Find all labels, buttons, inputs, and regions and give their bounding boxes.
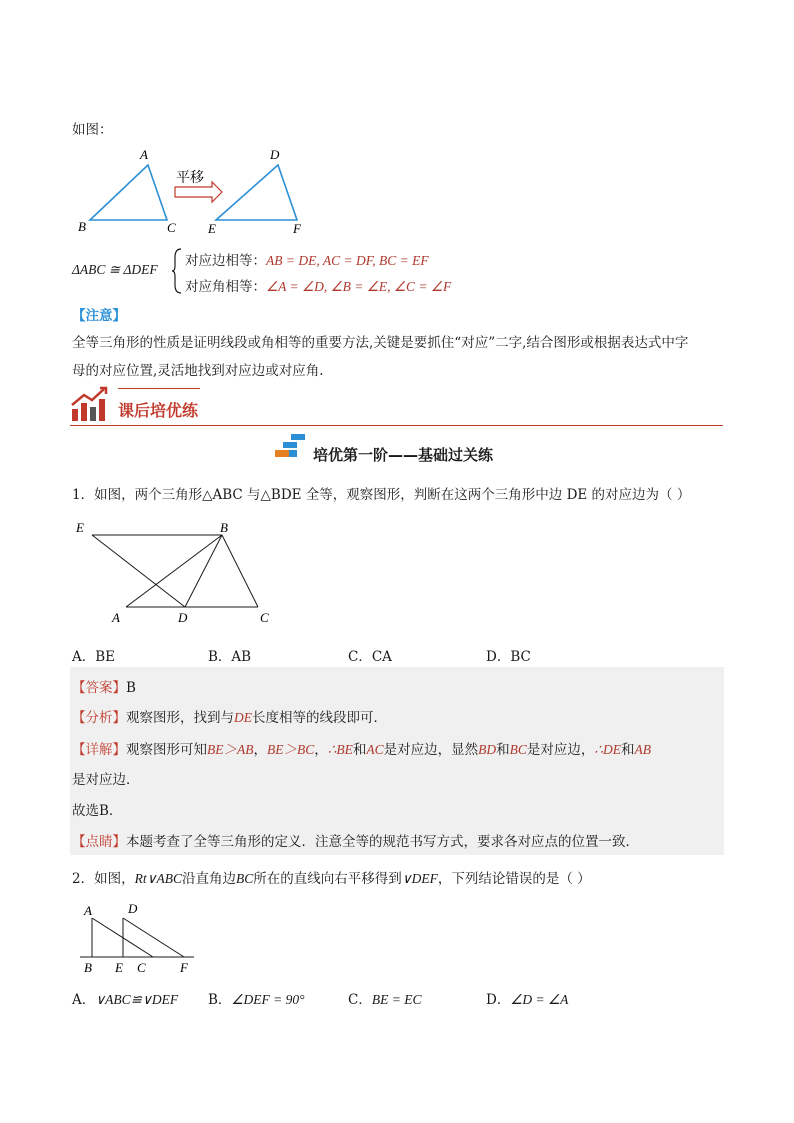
- detail-math-4: AC: [366, 742, 384, 757]
- section-title: 课后培优练: [118, 401, 199, 420]
- q2-point-c: C: [137, 960, 146, 975]
- point-d: D: [270, 147, 280, 162]
- growth-chart-icon: [70, 385, 110, 423]
- q1-stem: 1．如图，两个三角形△ABC 与△BDE 全等，观察图形，判断在这两个三角形中边 DE 的对应边为（ ）: [72, 487, 691, 503]
- q2-stem-pre: 2．如图，: [72, 871, 135, 887]
- congruence-formula: ΔABC ≅ ΔDEF: [72, 262, 158, 277]
- section-subtitle: 培优第一阶——基础过关练: [313, 446, 494, 464]
- q2-stem-math-2: BC: [235, 871, 254, 886]
- note-line-2: 母的对应位置,灵活地找到对应边或对应角.: [72, 363, 324, 379]
- detail-math-5: BD: [478, 742, 497, 757]
- analysis-tag: 【分析】: [72, 710, 126, 726]
- angles-formula: ∠A = ∠D, ∠B = ∠E, ∠C = ∠F: [266, 279, 452, 294]
- q1-comment: [72, 830, 639, 850]
- q1-detail-line2: 是对应边．: [72, 772, 140, 788]
- angles-label: 对应角相等：: [185, 279, 266, 295]
- q2-option-c-label: C．: [348, 992, 372, 1008]
- q2-figure: [70, 898, 200, 978]
- sides-row: [185, 249, 429, 269]
- q2-option-b[interactable]: [208, 988, 305, 1008]
- note-line-1: 全等三角形的性质是证明线段或角相等的重要方法,关键是要抓住“对应”二字,结合图形或根据表达式中字: [72, 335, 689, 351]
- q2-stem-mid2: 所在的直线向右平移得到: [253, 871, 402, 887]
- q2-option-b-label: B．: [208, 992, 232, 1008]
- q2-option-b-text: ∠DEF = 90°: [231, 992, 305, 1007]
- point-e: E: [208, 221, 216, 236]
- q1-analysis: [72, 706, 387, 726]
- q1-figure: [70, 516, 290, 626]
- q2-point-f: F: [180, 960, 188, 975]
- translation-figure: [70, 145, 330, 240]
- detail-math-2: BE＞BC: [267, 742, 315, 757]
- comment-tag: 【点睛】: [72, 834, 126, 850]
- translate-label: 平移: [176, 170, 204, 186]
- analysis-var: DE: [234, 710, 252, 725]
- q2-option-a-text: ∨ABC≌∨DEF: [95, 992, 179, 1007]
- detail-tag: 【详解】: [72, 742, 126, 758]
- sides-label: 对应边相等：: [185, 253, 266, 269]
- detail-and-3: 和: [620, 742, 635, 758]
- sides-formula: AB = DE, AC = DF, BC = EF: [266, 253, 429, 268]
- q1-option-c[interactable]: C．CA: [348, 649, 392, 665]
- q1-solution-block: [70, 667, 724, 855]
- detail-math-3: ∴BE: [327, 742, 353, 757]
- detail-math-7: ∴DE: [594, 742, 621, 757]
- detail-and-2: 和: [496, 742, 510, 758]
- q2-option-a-label: A．: [72, 992, 96, 1008]
- point-f: F: [293, 221, 301, 236]
- answer-value: B: [126, 680, 136, 696]
- heading-top-rule: [118, 388, 200, 389]
- q2-stem-post: ，下列结论错误的是（ ）: [437, 871, 591, 887]
- q1-option-b[interactable]: B．AB: [208, 649, 252, 665]
- brace-icon: [171, 247, 183, 295]
- q1-point-c: C: [260, 610, 269, 625]
- analysis-text-post: 长度相等的线段即可．: [252, 710, 387, 726]
- q1-option-d[interactable]: D．BC: [486, 649, 531, 665]
- q1-point-e: E: [76, 520, 84, 535]
- q1-option-a[interactable]: A．BE: [72, 649, 116, 665]
- analysis-text-pre: 观察图形，找到与: [126, 710, 234, 726]
- steps-icon: [275, 432, 309, 460]
- q1-answer: [72, 676, 136, 696]
- q2-stem-math-3: ∨DEF: [401, 871, 438, 886]
- q2-option-d-text: ∠D = ∠A: [510, 992, 569, 1007]
- angles-row: [185, 275, 451, 295]
- comment-text: 本题考查了全等三角形的定义．注意全等的规范书写方式，要求各对应点的位置一致．: [126, 834, 639, 850]
- detail-and-1: 和: [352, 742, 367, 758]
- q2-stem: [72, 867, 591, 887]
- point-b: B: [78, 219, 86, 234]
- detail-is-2: 是对应边，: [526, 742, 595, 758]
- q2-option-c[interactable]: [348, 988, 421, 1008]
- q2-stem-mid: 沿直角边: [181, 871, 236, 887]
- point-a: A: [140, 147, 148, 162]
- q2-option-a[interactable]: [72, 988, 178, 1008]
- q1-point-b: B: [220, 520, 228, 535]
- detail-math-8: AB: [634, 742, 651, 757]
- triangle-def: [216, 165, 297, 220]
- detail-is-1: 是对应边，显然: [383, 742, 479, 758]
- q1-choose: 故选B．: [72, 803, 123, 819]
- q2-point-a: A: [84, 903, 92, 918]
- congruence-statement: [72, 262, 158, 278]
- q1-point-d: D: [178, 610, 188, 625]
- point-c: C: [167, 220, 176, 235]
- q2-option-c-text: BE = EC: [371, 992, 422, 1007]
- q1-detail: 【详解】观察图形可知BE＞AB，BE＞BC，∴BE和AC是对应边，显然BD和BC是对应边，∴DE和AB: [72, 742, 651, 758]
- q2-stem-math-1: Rt∨ABC: [134, 871, 182, 886]
- q2-point-b: B: [84, 960, 92, 975]
- heading-rule: [70, 425, 723, 426]
- q2-option-d[interactable]: [486, 988, 568, 1008]
- detail-text: 观察图形可知: [126, 742, 207, 758]
- note-tag: 【注意】: [72, 308, 126, 324]
- answer-tag: 【答案】: [72, 680, 126, 696]
- q1-point-a: A: [112, 610, 120, 625]
- triangle-abc: [90, 165, 167, 220]
- q2-point-e: E: [115, 960, 123, 975]
- q2-point-d: D: [128, 901, 138, 916]
- detail-math-1: BE＞AB: [207, 742, 254, 757]
- intro-as-shown: 如图：: [72, 122, 113, 138]
- detail-math-6: BC: [509, 742, 527, 757]
- q2-option-d-label: D．: [486, 992, 511, 1008]
